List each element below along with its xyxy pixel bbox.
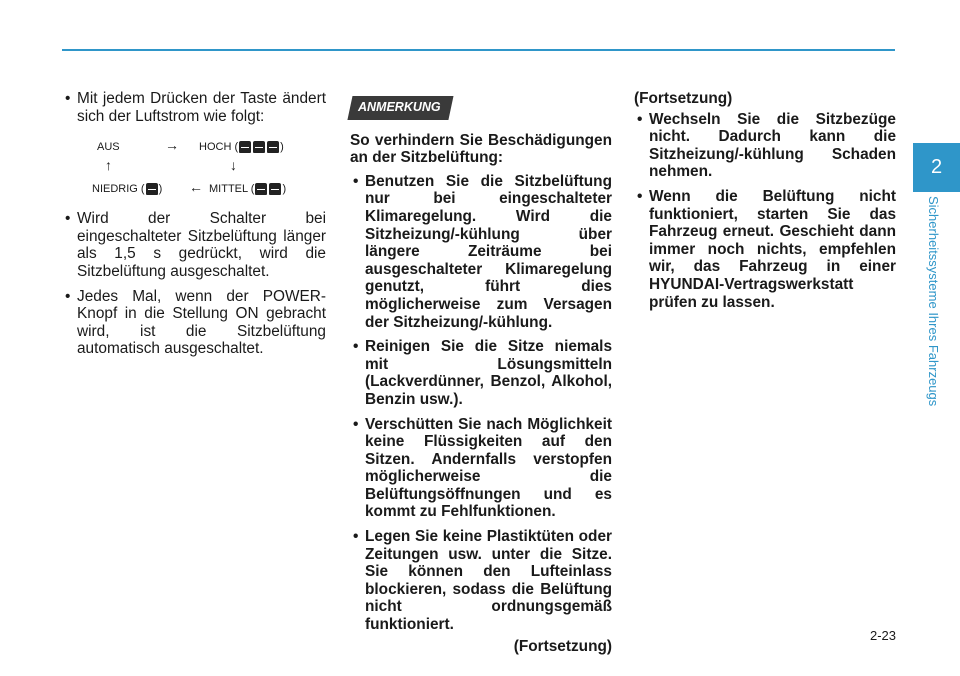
bullet-text: Jedes Mal, wenn der POWER-Knopf in die Stellung ON gebracht wird, ist die Sitzbelüftung automatisch ausgeschaltet. xyxy=(77,287,326,358)
arrow-left: ← xyxy=(189,179,203,196)
label-mittel: MITTEL ( ) xyxy=(209,183,287,196)
arrow-right: → xyxy=(165,137,179,154)
continued-label: (Fortsetzung) xyxy=(513,637,612,655)
note-heading: So verhindern Sie Beschädigungen an der Sitzbelüftung: xyxy=(350,131,612,167)
list-item xyxy=(62,288,326,358)
list-item: • Legen Sie keine Plastiktüten oder Zeitungen usw. unter die Sitze. Sie können den Lufteinlass blockieren, sodass die Belüftung nicht ordnungsgemäß funktioniert. xyxy=(350,528,612,634)
seat-ventilation-icon xyxy=(253,141,265,153)
arrow-down: ↓ xyxy=(230,157,237,174)
middle-column xyxy=(350,96,612,655)
continuation-list xyxy=(634,111,896,312)
label-niedrig: NIEDRIG ( ) xyxy=(92,183,163,196)
seat-ventilation-icon xyxy=(239,141,251,153)
chapter-title: Sicherheitssysteme Ihres Fahrzeugs xyxy=(926,196,941,407)
continuation-heading: (Fortsetzung) xyxy=(634,90,733,107)
list-item: • Wenn die Belüftung nicht funktioniert, starten Sie das Fahrzeug erneut. Geschieht dann immer noch nichts, empfehlen wir, das Fahrzeug in einer HYUNDAI-Vertragswerkstatt prüfen zu lassen. xyxy=(634,188,896,311)
list-item: • Benutzen Sie die Sitzbelüftung nur bei eingeschalteter Klimaregelung. Wird die Sitzheizung/-kühlung über längere Zeiträume bei ausgeschalteter Klimaregelung genutzt, führt dies möglicherweise zum Versagen der Sitzheizung/-kühlung. xyxy=(350,173,612,331)
seat-ventilation-icon xyxy=(146,183,158,195)
left-column xyxy=(62,90,326,365)
label-aus: AUS xyxy=(97,141,120,154)
top-rule xyxy=(62,49,895,51)
seat-ventilation-icon xyxy=(255,183,267,195)
bullet-text: Mit jedem Drücken der Taste ändert sich der Luftstrom wie folgt: xyxy=(77,90,326,125)
seat-ventilation-icon xyxy=(269,183,281,195)
seat-ventilation-icon xyxy=(267,141,279,153)
list-item: • Wechseln Sie die Sitzbezüge nicht. Dadurch kann die Sitzheizung/-kühlung Schaden nehmen. xyxy=(634,111,896,181)
bullet-text: Wird der Schalter bei eingeschalteter Sitzbelüftung länger als 1,5 s gedrückt, wird die Sitzbelüftung ausgeschaltet. xyxy=(77,210,326,280)
list-item xyxy=(62,210,326,280)
arrow-up: ↑ xyxy=(105,157,112,174)
right-column xyxy=(634,90,896,318)
list-item: • Reinigen Sie die Sitze niemals mit Lösungsmitteln (Lackverdünner, Benzol, Alkohol, Benzin usw.). xyxy=(350,338,612,408)
chapter-tab: 2 xyxy=(913,143,960,192)
label-hoch: HOCH ( ) xyxy=(199,141,284,154)
left-list xyxy=(62,90,326,125)
page-number: 2-23 xyxy=(869,628,896,643)
note-list xyxy=(350,173,612,634)
list-item xyxy=(62,90,326,125)
left-list-2 xyxy=(62,210,326,358)
note-badge: ANMERKUNG xyxy=(347,96,453,120)
list-item: • Verschütten Sie nach Möglichkeit keine Flüssigkeiten auf den Sitzen. Andernfalls verstopfen möglicherweise die Belüftungsöffnungen und es kommt zu Fehlfunktionen. xyxy=(350,416,612,522)
